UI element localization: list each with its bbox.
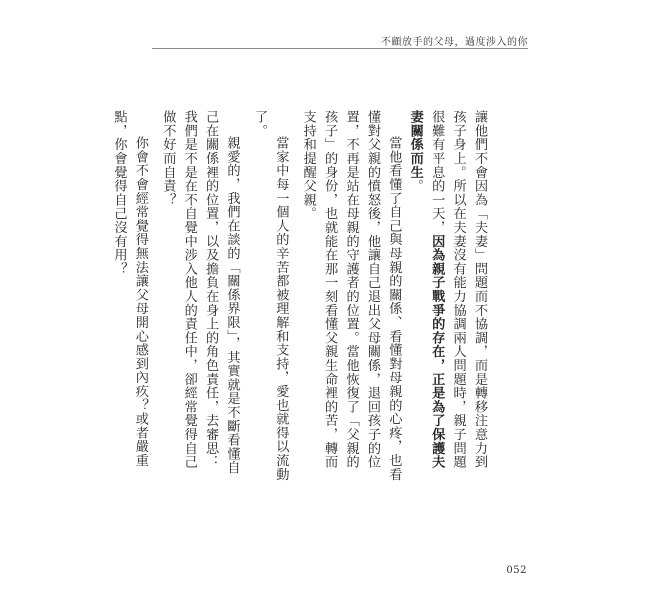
paragraph-1-end: 。 (407, 179, 423, 193)
paragraph-1-text: 讓他們不會因為「夫妻」問題而不協調，而是轉移注意力到孩子身上。所以在夫妻沒有能力協調兩人問題時，親子問題很難有平息的一天， (429, 110, 487, 469)
body-text (102, 110, 490, 482)
paragraph-4: 親愛的，我們在談的「關係界限」，其實就是不斷看懂自己在關係裡的位置，以及擔負在身上的角色責任，去審思：我們是不是在不自覺中涉入他人的責任中，卻經常覺得自己做不好而自責？ (160, 110, 240, 475)
paragraph-5: 你會不會經常覺得無法讓父母開心感到內疚？或者嚴重點，你會覺得自己沒有用？ (111, 110, 148, 468)
header-rule (152, 48, 528, 49)
paragraph-2: 當他看懂了自己與母親的關係、看懂對母親的心疼，也看懂對父親的憤怒後，他讓自己退出父母關係，退回孩子的位置，不再是站在母親的守護者的位置。當他恢復了「父親的孩子」的身份，也就能在那一刻看懂父親生命裡的苦，轉而支持和提醒父親。 (300, 110, 402, 482)
paragraph-1-emphasis: 因為親子戰爭的存在，正是為了保護夫妻關係而生 (407, 110, 445, 469)
paragraph-1 (404, 110, 490, 482)
page-number: 052 (506, 565, 527, 576)
paragraph-3: 當家中每一個人的辛苦都被理解和支持，愛也就得以流動了。 (251, 110, 289, 482)
running-header-title: 不顧放手的父母，過度涉入的你 (381, 37, 528, 48)
